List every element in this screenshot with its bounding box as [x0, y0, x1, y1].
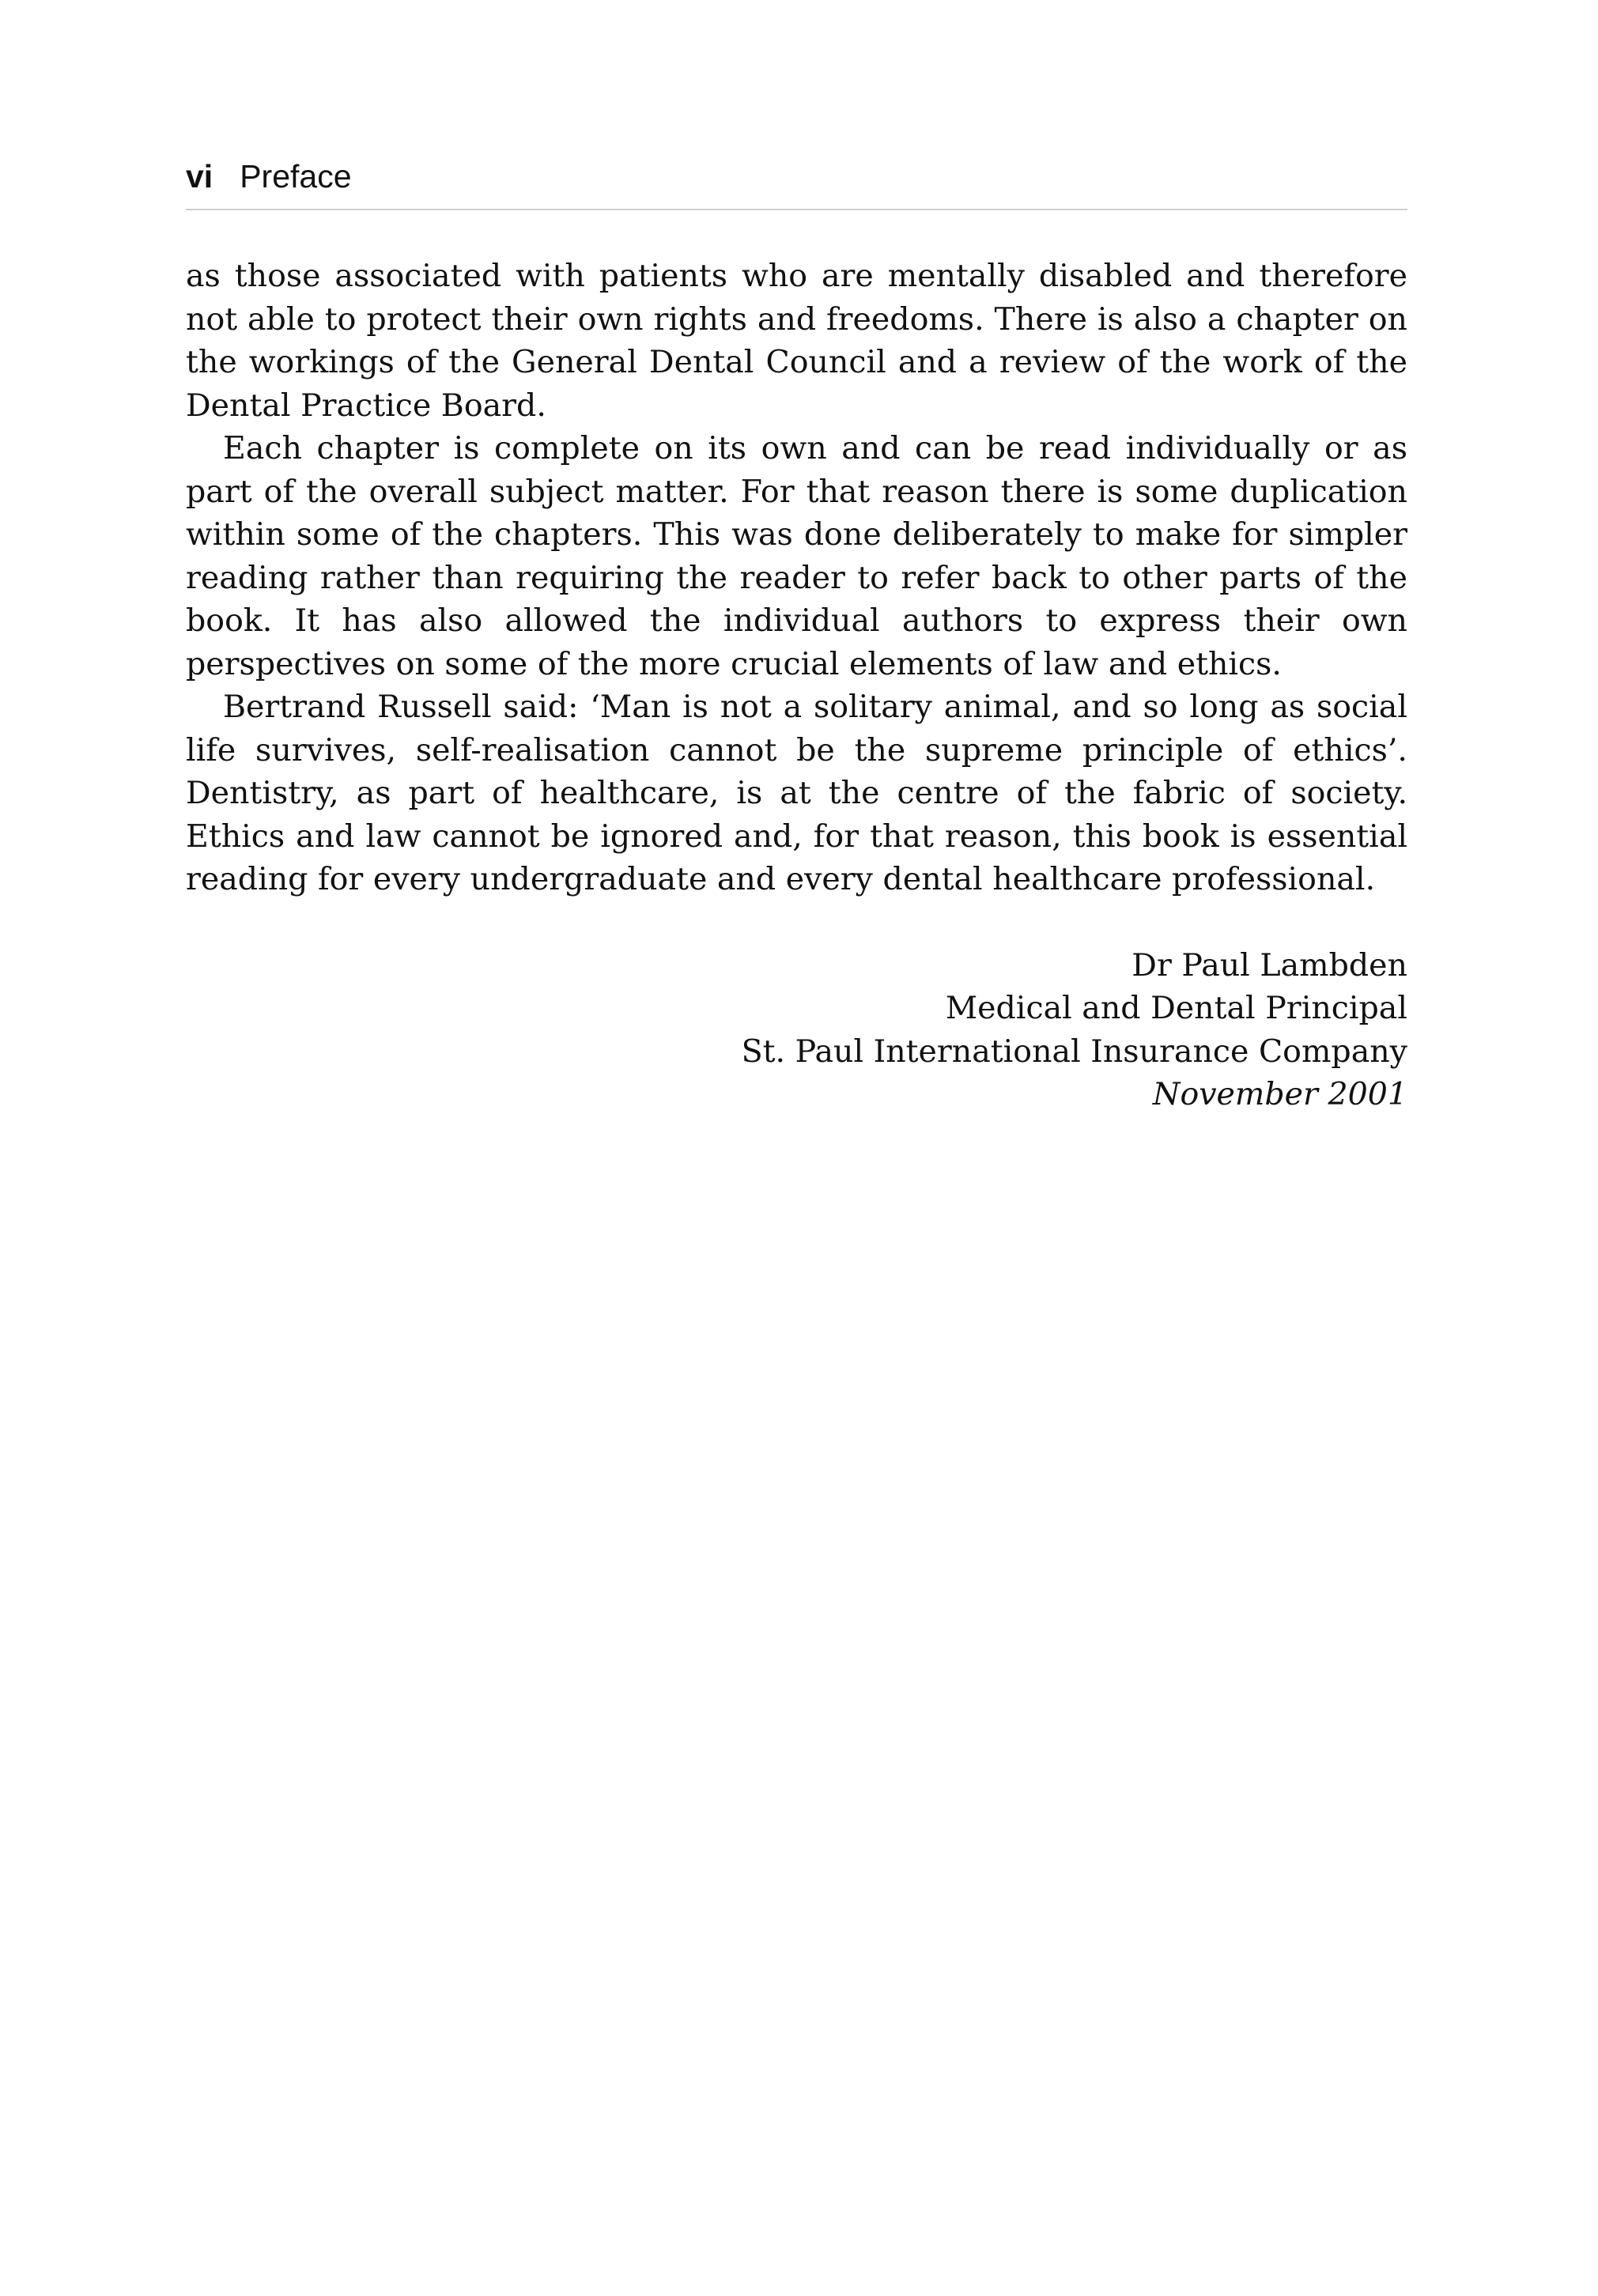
signatory-name: Dr Paul Lambden — [1131, 946, 1407, 984]
paragraph: Each chapter is complete on its own and can be read individually or as part of the overall subject matter. For that reason there is some duplication within some of the chapters. This was done deliberately to make for simpler reading rather than requiring the reader to refer back to other parts of the book. It has also allowed the individual authors to express their own perspectives on some of the more crucial elements of law and ethics. — [186, 430, 1407, 682]
running-title: Preface — [240, 158, 352, 194]
book-page — [186, 158, 1407, 1116]
signatory-company: St. Paul International Insurance Company — [741, 1033, 1407, 1070]
body-text — [186, 255, 1407, 901]
signature-date: November 2001 — [1152, 1076, 1407, 1112]
paragraph: Bertrand Russell said: ‘Man is not a solitary animal, and so long as social life survives, self-realisation cannot be the supreme principle of ethics’. Dentistry, as part of healthcare, is at the centre of the fabric of society. Ethics and law cannot be ignored and, for that reason, this book is essential reading for every undergraduate and every dental healthcare professional. — [186, 689, 1407, 897]
signatory-role: Medical and Dental Principal — [945, 990, 1407, 1026]
paragraph: as those associated with patients who are mentally disabled and therefore not able to protect their own rights and freedoms. There is also a chapter on the workings of the General Dental Council and a review of the work of the Dental Practice Board. — [186, 258, 1407, 424]
page-number: vi — [186, 158, 213, 194]
signature-block — [186, 944, 1407, 1116]
running-head — [186, 158, 1407, 210]
